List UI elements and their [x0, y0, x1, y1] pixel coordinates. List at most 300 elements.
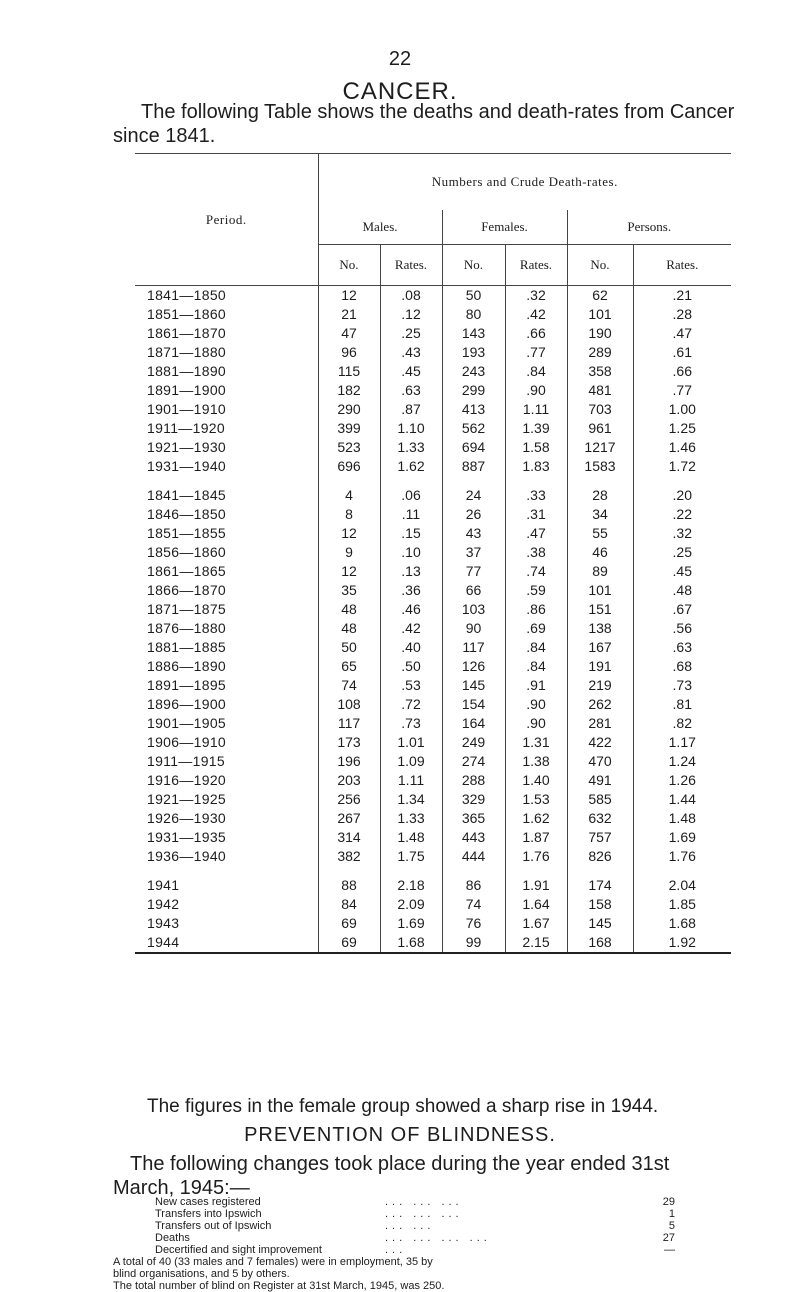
- value-cell: .21: [633, 286, 731, 306]
- value-cell: 219: [567, 676, 633, 695]
- value-cell: .28: [633, 305, 731, 324]
- value-cell: .42: [505, 305, 567, 324]
- value-cell: .72: [380, 695, 442, 714]
- value-cell: 167: [567, 638, 633, 657]
- value-cell: 267: [318, 809, 380, 828]
- period-cell: 1871—1875: [147, 601, 226, 617]
- value-cell: 80: [442, 305, 505, 324]
- value-cell: 329: [442, 790, 505, 809]
- period-cell: 1931—1940: [147, 458, 226, 474]
- value-cell: .91: [505, 676, 567, 695]
- period-cell: 1851—1860: [147, 306, 226, 322]
- value-cell: 399: [318, 419, 380, 438]
- value-cell: 422: [567, 733, 633, 752]
- value-cell: 1.76: [633, 847, 731, 866]
- table-row: [135, 914, 731, 933]
- value-cell: .11: [380, 505, 442, 524]
- males-header: Males.: [318, 210, 442, 245]
- value-cell: 314: [318, 828, 380, 847]
- value-cell: .25: [380, 324, 442, 343]
- value-cell: 703: [567, 400, 633, 419]
- value-cell: 24: [442, 486, 505, 505]
- value-cell: 1.53: [505, 790, 567, 809]
- value-cell: 28: [567, 486, 633, 505]
- value-cell: 1.33: [380, 809, 442, 828]
- period-cell: 1942: [147, 896, 180, 912]
- intro-paragraph: [113, 100, 773, 148]
- value-cell: .32: [505, 286, 567, 306]
- item-value: 29: [662, 1196, 675, 1208]
- period-cell: 1841—1845: [147, 487, 226, 503]
- table-row: [135, 695, 731, 714]
- value-cell: 77: [442, 562, 505, 581]
- value-cell: 74: [442, 895, 505, 914]
- value-cell: 101: [567, 305, 633, 324]
- value-cell: .33: [505, 486, 567, 505]
- value-cell: 4: [318, 486, 380, 505]
- table-row: [135, 381, 731, 400]
- period-cell: 1906—1910: [147, 734, 226, 750]
- period-cell: 1846—1850: [147, 506, 226, 522]
- value-cell: 887: [442, 457, 505, 476]
- table-row: [135, 714, 731, 733]
- value-cell: .10: [380, 543, 442, 562]
- value-cell: .43: [380, 343, 442, 362]
- period-cell: 1941: [147, 877, 180, 893]
- value-cell: 117: [318, 714, 380, 733]
- value-cell: 1.92: [633, 933, 731, 953]
- value-cell: 99: [442, 933, 505, 953]
- value-cell: .47: [505, 524, 567, 543]
- value-cell: .48: [633, 581, 731, 600]
- value-cell: .20: [633, 486, 731, 505]
- value-cell: 164: [442, 714, 505, 733]
- value-cell: 69: [318, 933, 380, 953]
- section-gap: [135, 476, 731, 486]
- value-cell: 145: [442, 676, 505, 695]
- period-cell: 1886—1890: [147, 658, 226, 674]
- value-cell: 1.69: [633, 828, 731, 847]
- period-cell: 1871—1880: [147, 344, 226, 360]
- table-row: [135, 828, 731, 847]
- value-cell: 101: [567, 581, 633, 600]
- value-cell: .84: [505, 638, 567, 657]
- value-cell: .81: [633, 695, 731, 714]
- value-cell: 193: [442, 343, 505, 362]
- value-cell: .77: [633, 381, 731, 400]
- value-cell: 262: [567, 695, 633, 714]
- value-cell: 1.11: [380, 771, 442, 790]
- persons-rates-header: Rates.: [633, 245, 731, 286]
- value-cell: 191: [567, 657, 633, 676]
- value-cell: 48: [318, 600, 380, 619]
- value-cell: 382: [318, 847, 380, 866]
- value-cell: 154: [442, 695, 505, 714]
- value-cell: 151: [567, 600, 633, 619]
- value-cell: 365: [442, 809, 505, 828]
- value-cell: 182: [318, 381, 380, 400]
- value-cell: .40: [380, 638, 442, 657]
- value-cell: 1.69: [380, 914, 442, 933]
- value-cell: 2.18: [380, 876, 442, 895]
- value-cell: .82: [633, 714, 731, 733]
- value-cell: 632: [567, 809, 633, 828]
- group-header: Numbers and Crude Death-rates.: [318, 154, 731, 211]
- value-cell: 1.33: [380, 438, 442, 457]
- value-cell: .74: [505, 562, 567, 581]
- value-cell: 1.11: [505, 400, 567, 419]
- table-row: [135, 581, 731, 600]
- value-cell: .77: [505, 343, 567, 362]
- changes-line-1: The following changes took place during the year ended 31st: [130, 1153, 670, 1175]
- item-leader: ... ... ...: [385, 1196, 463, 1208]
- value-cell: 1.62: [380, 457, 442, 476]
- value-cell: 289: [567, 343, 633, 362]
- table-row: [135, 305, 731, 324]
- value-cell: 37: [442, 543, 505, 562]
- value-cell: .13: [380, 562, 442, 581]
- item-label: Deaths: [155, 1232, 190, 1244]
- value-cell: .53: [380, 676, 442, 695]
- value-cell: .45: [380, 362, 442, 381]
- period-cell: 1861—1865: [147, 563, 226, 579]
- value-cell: .84: [505, 362, 567, 381]
- value-cell: .68: [633, 657, 731, 676]
- table-row: [135, 486, 731, 505]
- value-cell: .86: [505, 600, 567, 619]
- value-cell: .73: [633, 676, 731, 695]
- value-cell: 62: [567, 286, 633, 306]
- table-row: [135, 847, 731, 866]
- value-cell: 12: [318, 524, 380, 543]
- table-row: [135, 895, 731, 914]
- value-cell: .87: [380, 400, 442, 419]
- value-cell: 562: [442, 419, 505, 438]
- table-row: [135, 933, 731, 953]
- value-cell: 1.46: [633, 438, 731, 457]
- value-cell: 1.31: [505, 733, 567, 752]
- period-cell: 1851—1855: [147, 525, 226, 541]
- table-row: [135, 400, 731, 419]
- item-value: —: [664, 1244, 675, 1256]
- item-value: 5: [668, 1220, 675, 1232]
- value-cell: .66: [505, 324, 567, 343]
- value-cell: 69: [318, 914, 380, 933]
- value-cell: 173: [318, 733, 380, 752]
- period-cell: 1911—1915: [147, 753, 225, 769]
- value-cell: 89: [567, 562, 633, 581]
- value-cell: 1217: [567, 438, 633, 457]
- value-cell: .69: [505, 619, 567, 638]
- value-cell: 481: [567, 381, 633, 400]
- value-cell: 243: [442, 362, 505, 381]
- value-cell: .38: [505, 543, 567, 562]
- value-cell: 21: [318, 305, 380, 324]
- value-cell: 1.72: [633, 457, 731, 476]
- intro-line-2: since 1841.: [113, 125, 216, 147]
- period-cell: 1921—1930: [147, 439, 226, 455]
- table-row: [135, 438, 731, 457]
- value-cell: 66: [442, 581, 505, 600]
- value-cell: 196: [318, 752, 380, 771]
- value-cell: 1.68: [633, 914, 731, 933]
- value-cell: 90: [442, 619, 505, 638]
- period-cell: 1841—1850: [147, 287, 226, 303]
- total-line: The total number of blind on Register at 31st March, 1945, was 250.: [113, 1280, 445, 1292]
- value-cell: 138: [567, 619, 633, 638]
- table-row: [135, 343, 731, 362]
- period-cell: 1944: [135, 933, 318, 953]
- period-cell: 1876—1880: [147, 620, 226, 636]
- value-cell: .56: [633, 619, 731, 638]
- males-no-header: No.: [318, 245, 380, 286]
- item-label: Decertified and sight improvement: [155, 1244, 322, 1256]
- table-row: [135, 790, 731, 809]
- value-cell: 12: [318, 562, 380, 581]
- value-cell: 1.67: [505, 914, 567, 933]
- value-cell: .59: [505, 581, 567, 600]
- cancer-death-rates-table: [135, 153, 731, 954]
- value-cell: 65: [318, 657, 380, 676]
- value-cell: .61: [633, 343, 731, 362]
- value-cell: 1.38: [505, 752, 567, 771]
- intro-line-1: The following Table shows the deaths and death-rates from Cancer: [141, 101, 735, 123]
- value-cell: 50: [442, 286, 505, 306]
- value-cell: 491: [567, 771, 633, 790]
- value-cell: 826: [567, 847, 633, 866]
- value-cell: 143: [442, 324, 505, 343]
- value-cell: 256: [318, 790, 380, 809]
- value-cell: .06: [380, 486, 442, 505]
- value-cell: 55: [567, 524, 633, 543]
- value-cell: .73: [380, 714, 442, 733]
- value-cell: 470: [567, 752, 633, 771]
- value-cell: 1.75: [380, 847, 442, 866]
- table-row: [135, 524, 731, 543]
- value-cell: 86: [442, 876, 505, 895]
- period-cell: 1881—1890: [147, 363, 226, 379]
- value-cell: .08: [380, 286, 442, 306]
- value-cell: 585: [567, 790, 633, 809]
- value-cell: 26: [442, 505, 505, 524]
- item-label: Transfers into Ipswich: [155, 1208, 262, 1220]
- value-cell: 115: [318, 362, 380, 381]
- value-cell: 288: [442, 771, 505, 790]
- value-cell: 203: [318, 771, 380, 790]
- value-cell: 1.87: [505, 828, 567, 847]
- item-label: New cases registered: [155, 1196, 261, 1208]
- item-leader: ... ...: [385, 1220, 435, 1232]
- value-cell: 8: [318, 505, 380, 524]
- item-leader: ...: [385, 1244, 407, 1256]
- value-cell: 12: [318, 286, 380, 306]
- value-cell: 88: [318, 876, 380, 895]
- value-cell: 1.68: [380, 933, 442, 953]
- value-cell: .90: [505, 714, 567, 733]
- period-cell: 1901—1905: [147, 715, 226, 731]
- table-row: [135, 505, 731, 524]
- period-cell: 1861—1870: [147, 325, 226, 341]
- value-cell: 290: [318, 400, 380, 419]
- value-cell: 1.25: [633, 419, 731, 438]
- males-rates-header: Rates.: [380, 245, 442, 286]
- value-cell: 48: [318, 619, 380, 638]
- value-cell: 108: [318, 695, 380, 714]
- value-cell: 274: [442, 752, 505, 771]
- table-row: [135, 809, 731, 828]
- value-cell: .63: [633, 638, 731, 657]
- table-body: [135, 286, 731, 954]
- value-cell: 1.26: [633, 771, 731, 790]
- value-cell: 50: [318, 638, 380, 657]
- value-cell: 35: [318, 581, 380, 600]
- value-cell: 117: [442, 638, 505, 657]
- value-cell: .67: [633, 600, 731, 619]
- females-header: Females.: [442, 210, 567, 245]
- value-cell: 174: [567, 876, 633, 895]
- period-cell: 1856—1860: [147, 544, 226, 560]
- persons-no-header: No.: [567, 245, 633, 286]
- table-row: [135, 619, 731, 638]
- value-cell: 2.04: [633, 876, 731, 895]
- table-row: [135, 286, 731, 306]
- value-cell: 961: [567, 419, 633, 438]
- value-cell: 1.91: [505, 876, 567, 895]
- value-cell: .45: [633, 562, 731, 581]
- value-cell: 1.58: [505, 438, 567, 457]
- table-row: [135, 562, 731, 581]
- value-cell: 46: [567, 543, 633, 562]
- value-cell: 1.62: [505, 809, 567, 828]
- females-no-header: No.: [442, 245, 505, 286]
- period-cell: 1931—1935: [147, 829, 226, 845]
- item-value: 1: [668, 1208, 675, 1220]
- table-row: [135, 733, 731, 752]
- females-rates-header: Rates.: [505, 245, 567, 286]
- period-cell: 1936—1940: [147, 848, 226, 864]
- table-row: [135, 676, 731, 695]
- value-cell: 1.10: [380, 419, 442, 438]
- value-cell: .84: [505, 657, 567, 676]
- value-cell: 1.24: [633, 752, 731, 771]
- value-cell: 9: [318, 543, 380, 562]
- value-cell: .42: [380, 619, 442, 638]
- value-cell: 47: [318, 324, 380, 343]
- table-row: [135, 638, 731, 657]
- table-row: [135, 362, 731, 381]
- value-cell: 694: [442, 438, 505, 457]
- value-cell: 96: [318, 343, 380, 362]
- table-row: [135, 543, 731, 562]
- value-cell: 74: [318, 676, 380, 695]
- value-cell: 1583: [567, 457, 633, 476]
- value-cell: .12: [380, 305, 442, 324]
- period-header: Period.: [135, 154, 318, 286]
- value-cell: 1.01: [380, 733, 442, 752]
- value-cell: 1.76: [505, 847, 567, 866]
- value-cell: 249: [442, 733, 505, 752]
- value-cell: 1.83: [505, 457, 567, 476]
- table-row: [135, 419, 731, 438]
- value-cell: 168: [567, 933, 633, 953]
- table-row: [135, 771, 731, 790]
- value-cell: 1.39: [505, 419, 567, 438]
- value-cell: 1.48: [633, 809, 731, 828]
- value-cell: 1.09: [380, 752, 442, 771]
- value-cell: 1.00: [633, 400, 731, 419]
- item-leader: ... ... ...: [385, 1208, 463, 1220]
- value-cell: 444: [442, 847, 505, 866]
- period-cell: 1901—1910: [147, 401, 226, 417]
- table-note: The figures in the female group showed a sharp rise in 1944.: [147, 1096, 659, 1117]
- period-cell: 1911—1920: [147, 420, 225, 436]
- value-cell: 1.40: [505, 771, 567, 790]
- value-cell: .31: [505, 505, 567, 524]
- value-cell: .90: [505, 695, 567, 714]
- item-value: 27: [662, 1232, 675, 1244]
- value-cell: 413: [442, 400, 505, 419]
- value-cell: 358: [567, 362, 633, 381]
- table-row: [135, 752, 731, 771]
- value-cell: 1.85: [633, 895, 731, 914]
- value-cell: 103: [442, 600, 505, 619]
- section-title: CANCER.: [342, 78, 458, 105]
- value-cell: 281: [567, 714, 633, 733]
- period-cell: 1891—1900: [147, 382, 226, 398]
- value-cell: 76: [442, 914, 505, 933]
- period-cell: 1916—1920: [147, 772, 226, 788]
- value-cell: 43: [442, 524, 505, 543]
- value-cell: .66: [633, 362, 731, 381]
- value-cell: 145: [567, 914, 633, 933]
- value-cell: .63: [380, 381, 442, 400]
- value-cell: .36: [380, 581, 442, 600]
- subsection-title: PREVENTION OF BLINDNESS.: [244, 1124, 556, 1146]
- period-cell: 1881—1885: [147, 639, 226, 655]
- period-cell: 1891—1895: [147, 677, 226, 693]
- value-cell: .25: [633, 543, 731, 562]
- table-row: [135, 457, 731, 476]
- value-cell: 1.48: [380, 828, 442, 847]
- table-row: [135, 324, 731, 343]
- value-cell: .15: [380, 524, 442, 543]
- table-row: [135, 600, 731, 619]
- value-cell: 1.34: [380, 790, 442, 809]
- changes-line-2: March, 1945:—: [113, 1177, 250, 1199]
- employment-line1: A total of 40 (33 males and 7 females) were in employment, 35 by: [113, 1256, 433, 1268]
- value-cell: .50: [380, 657, 442, 676]
- value-cell: .47: [633, 324, 731, 343]
- persons-header: Persons.: [567, 210, 731, 245]
- value-cell: .46: [380, 600, 442, 619]
- value-cell: 696: [318, 457, 380, 476]
- value-cell: .90: [505, 381, 567, 400]
- period-cell: 1921—1925: [147, 791, 226, 807]
- value-cell: 299: [442, 381, 505, 400]
- period-cell: 1943: [147, 915, 180, 931]
- section-gap: [135, 866, 731, 876]
- value-cell: 1.17: [633, 733, 731, 752]
- item-leader: ... ... ... ...: [385, 1232, 491, 1244]
- value-cell: 523: [318, 438, 380, 457]
- period-cell: 1926—1930: [147, 810, 226, 826]
- table-row: [135, 876, 731, 895]
- value-cell: 34: [567, 505, 633, 524]
- value-cell: 2.15: [505, 933, 567, 953]
- item-label: Transfers out of Ipswich: [155, 1220, 272, 1232]
- value-cell: 84: [318, 895, 380, 914]
- value-cell: 158: [567, 895, 633, 914]
